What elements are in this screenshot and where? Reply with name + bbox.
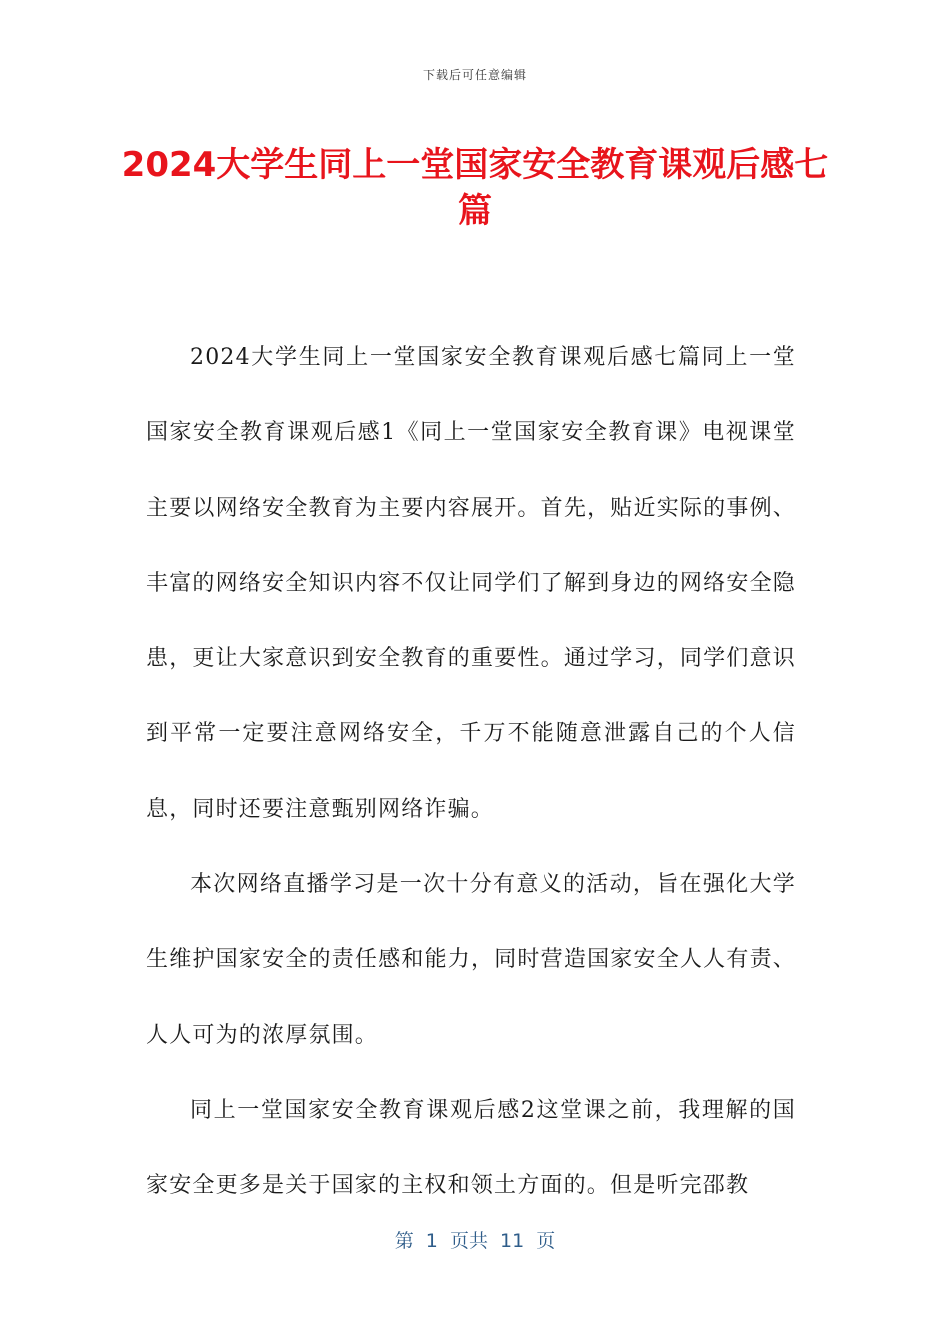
document-body bbox=[146, 320, 796, 1224]
paragraph: 本次网络直播学习是一次十分有意义的活动，旨在强化大学生维护国家安全的责任感和能力，同时营造国家安全人人有责、人人可为的浓厚氛围。 bbox=[146, 872, 796, 1048]
paragraph: 2024大学生同上一堂国家安全教育课观后感七篇同上一堂国家安全教育课观后感1《同上一堂国家安全教育课》电视课堂主要以网络安全教育为主要内容展开。首先，贴近实际的事例、丰富的网络安全知识内容不仅让同学们了解到身边的网络安全隐患，更让大家意识到安全教育的重要性。通过学习，同学们意识到平常一定要注意网络安全，千万不能随意泄露自己的个人信息，同时还要注意甄别网络诈骗。 bbox=[146, 345, 796, 822]
document-title: 2024大学生同上一堂国家安全教育课观后感七篇 bbox=[121, 145, 829, 231]
paragraph: 同上一堂国家安全教育课观后感2这堂课之前，我理解的国家安全更多是关于国家的主权和领土方面的。但是听完邵教 bbox=[146, 1097, 796, 1199]
header-note: 下载后可任意编辑 bbox=[422, 68, 527, 82]
page-number-footer: 第 1 页共 11 页 bbox=[394, 1230, 556, 1252]
